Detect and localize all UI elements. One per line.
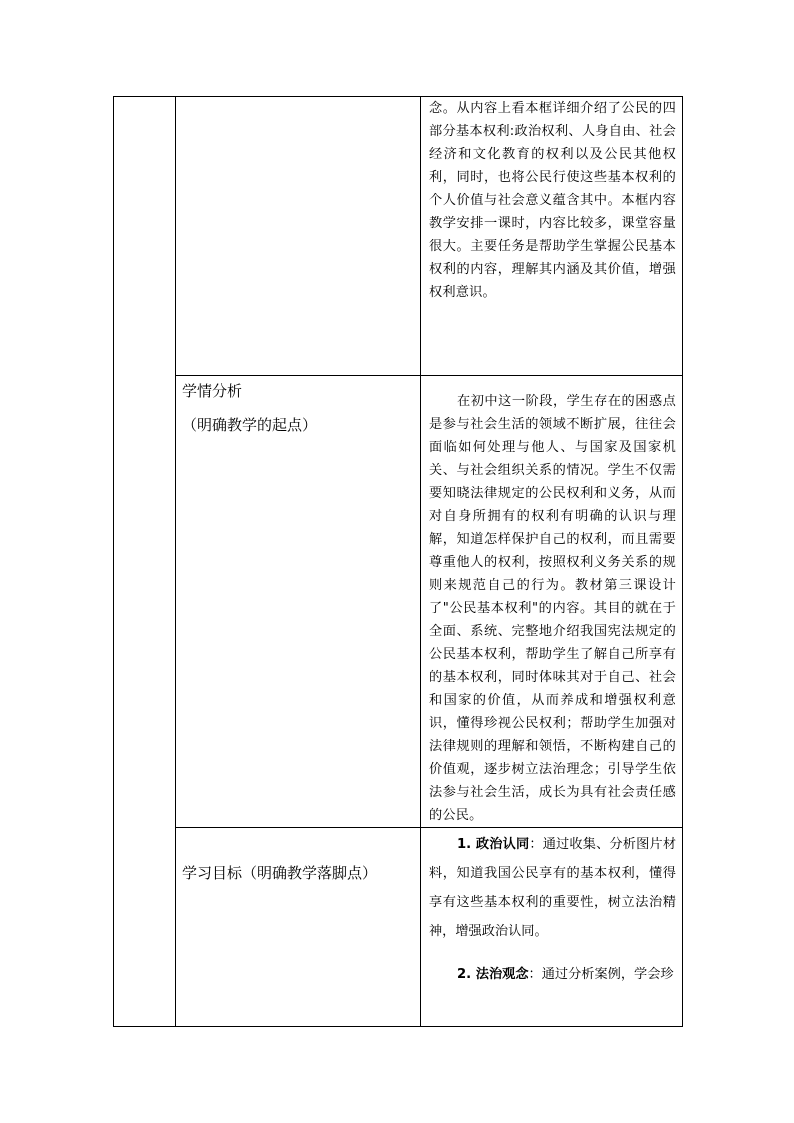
goal-title-1: 1. 政治认同 (457, 837, 530, 852)
student-analysis-cell (421, 376, 683, 828)
learning-goals-label: 学习目标（明确教学落脚点） (182, 864, 378, 882)
table-row-content-analysis (114, 97, 683, 376)
student-analysis-label-cell (176, 376, 421, 828)
student-analysis-text: 在初中这一阶段，学生存在的困惑点是参与社会生活的领域不断扩展，往往会面临如何处理与他人、与国家及国家机关、与社会组织关系的情况。学生不仅需要知晓法律规定的公民权利和义务，从而对自身所拥有的权利有明确的认识与理解，知道怎样保护自己的权利，而且需要尊重他人的权利，按照权利义务关系的规则来规范自己的行为。教材第三课设计了"公民基本权利"的内容。其目的就在于全面、系统、完整地介绍我国宪法规定的公民基本权利，帮助学生了解自己所享有的基本权利，同时体味其对于自己、社会和国家的价值，从而养成和增强权利意识，懂得珍视公民权利；帮助学生加强对法律规则的理解和领悟，不断构建自己的价值观，逐步树立法治理念；引导学生依法参与社会生活，成长为具有社会责任感的公民。 (429, 394, 676, 823)
learning-goals-label-cell (176, 828, 421, 1027)
table-row-student-analysis (114, 376, 683, 828)
goal-text-2: ：通过分析案例，学会珍 (528, 967, 674, 982)
left-merged-cell (114, 97, 176, 1027)
goal-item-1 (421, 828, 682, 946)
student-analysis-sublabel: （明确教学的起点） (182, 416, 318, 434)
lesson-plan-table (113, 96, 683, 1027)
goal-text-1: ：通过收集、分析图片材料，知道我国公民享有的基本权利，懂得享有这些基本权利的重要性，树立法治精神，增强政治认同。 (429, 837, 677, 939)
content-analysis-text: 念。从内容上看本框详细介绍了公民的四部分基本权利:政治权利、人身自由、社会经济和文化教育的权利以及公民其他权利，同时，也将公民行使这些基本权利的个人价值与社会意义蕴含其中。本框内容教学安排一课时，内容比较多，课堂容量很大。主要任务是帮助学生掌握公民基本权利的内容，理解其内涵及其价值，增强权利意识。 (429, 101, 676, 300)
content-label-cell (176, 97, 421, 376)
goal-item-2 (421, 946, 682, 989)
learning-goals-cell (421, 828, 683, 1027)
student-analysis-label: 学情分析 (182, 382, 243, 400)
goal-title-2: 2. 法治观念 (457, 967, 529, 982)
content-analysis-cell (421, 97, 683, 376)
table-row-learning-goals (114, 828, 683, 1027)
